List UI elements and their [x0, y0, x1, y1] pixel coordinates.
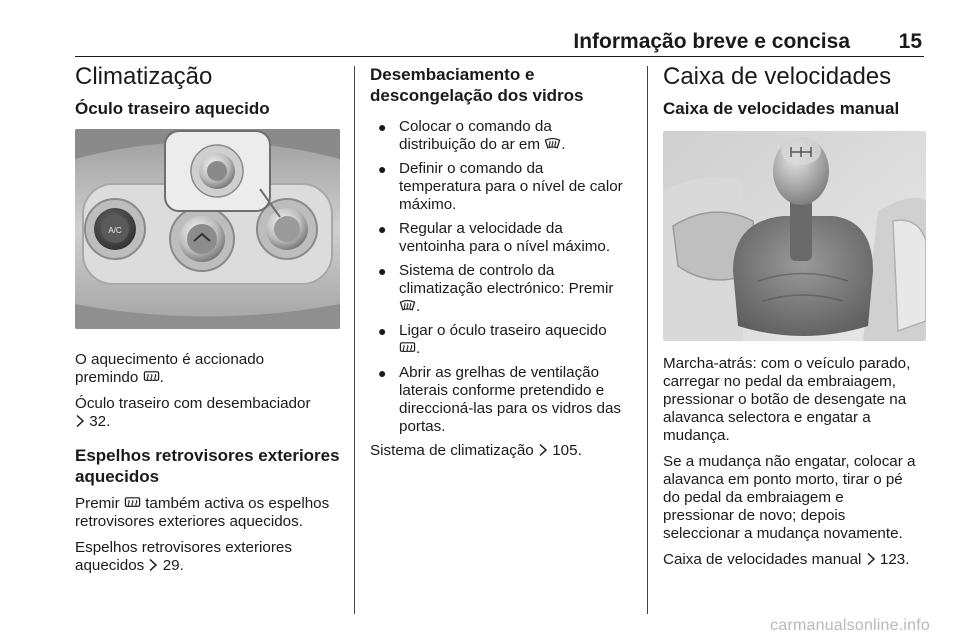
- list-item: ● Abrir as grelhas de ventilação laterais conforme pretendido e direccioná-las para os vidros das portas.: [378, 364, 622, 435]
- bullet-text: .: [416, 340, 421, 357]
- bullet-text: .: [561, 136, 566, 153]
- gear-lever-figure: [663, 131, 926, 341]
- heated-mirrors-ref[interactable]: 29.: [162, 557, 184, 574]
- defrost-steps-list: [370, 118, 638, 436]
- running-header-title: Informação breve e concisa: [573, 30, 850, 53]
- bullet-text: laterais conforme pretendido e: [399, 382, 605, 399]
- section-heading-heated-mirrors: Espelhos retrovisores exteriores aquecidos: [75, 446, 340, 486]
- cross-reference-arrow-icon: [538, 443, 548, 457]
- manual-transmission-ref-text: Caixa de velocidades manual: [663, 551, 862, 568]
- rear-defogger-text: Óculo traseiro com desembaciador: [75, 395, 311, 412]
- reverse-gear-line: pressionar o botão de desengate na: [663, 391, 907, 408]
- list-item: ● Sistema de controlo da climatização electrónico: Premir .: [378, 262, 614, 315]
- cross-reference-arrow-icon: [866, 552, 876, 566]
- gear-retry-line: do pedal da embraiagem e: [663, 489, 844, 506]
- climate-system-ref[interactable]: 105.: [552, 442, 582, 459]
- heated-mirrors-text-2: também activa os espelhos: [145, 495, 330, 512]
- bullet-text: portas.: [399, 418, 446, 435]
- rear-heating-text-1: O aquecimento é accionado: [75, 351, 265, 368]
- gear-retry-line: seleccionar a mudança novamente.: [663, 525, 903, 542]
- climate-system-ref-text: Sistema de climatização: [370, 442, 534, 459]
- bullet-text: direccioná-las para os vidros das: [399, 400, 622, 417]
- bullet-text: Definir o comando da: [399, 160, 544, 177]
- climate-controls-figure: [75, 129, 340, 329]
- ac-button-label: A/C: [108, 226, 122, 235]
- manual-transmission-ref[interactable]: 123.: [879, 551, 910, 568]
- list-item: ● Regular a velocidade da ventoinha para o nível máximo.: [378, 220, 611, 255]
- rear-window-heating-icon: [399, 341, 416, 355]
- bullet-text: climatização electrónico: Premir: [399, 280, 614, 297]
- bullet-text: Sistema de controlo da: [399, 262, 555, 279]
- gear-retry-line: pressionar de novo; depois: [663, 507, 846, 524]
- heated-mirrors-ref-text-2: aquecidos: [75, 557, 145, 574]
- list-item: ● Colocar o comando da distribuição do ar em .: [378, 118, 566, 153]
- bullet-text: ventoinha para o nível máximo.: [399, 238, 611, 255]
- cross-reference-arrow-icon: [148, 558, 158, 572]
- windscreen-defrost-icon: [544, 137, 561, 151]
- section-heading-climate: Climatização: [75, 63, 213, 90]
- rear-window-heating-icon: [143, 370, 160, 384]
- heated-mirrors-text-1: Premir: [75, 495, 120, 512]
- bullet-text: Abrir as grelhas de ventilação: [399, 364, 600, 381]
- list-item: ● Definir o comando da temperatura para o nível de calor máximo.: [378, 160, 623, 213]
- bullet-text: temperatura para o nível de calor: [399, 178, 623, 195]
- rear-heating-text-2: premindo: [75, 369, 139, 386]
- column-climate: [75, 62, 340, 575]
- column-divider-1: [354, 66, 355, 614]
- watermark: carmanualsonline.info: [770, 617, 930, 634]
- column-transmission: [663, 62, 927, 569]
- heated-mirrors-ref-text-1: Espelhos retrovisores exteriores: [75, 539, 292, 556]
- gear-retry-line: Se a mudança não engatar, colocar a: [663, 453, 916, 470]
- bullet-text: distribuição do ar em: [399, 136, 540, 153]
- reverse-gear-line: alavanca selectora e engatar a: [663, 409, 871, 426]
- section-heading-defrost: Desembaciamento e descongelação dos vidros: [370, 65, 584, 105]
- page-number: 15: [898, 30, 922, 53]
- subheading-manual-transmission: Caixa de velocidades manual: [663, 99, 900, 118]
- rear-window-heating-icon: [124, 496, 141, 510]
- bullet-text: Ligar o óculo traseiro aquecido: [399, 322, 607, 339]
- reverse-gear-line: mudança.: [663, 427, 730, 444]
- reverse-gear-line: Marcha-atrás: com o veículo parado,: [663, 355, 911, 372]
- cross-reference-arrow-icon: [75, 414, 85, 428]
- bullet-text: máximo.: [399, 196, 457, 213]
- bullet-text: Colocar o comando da: [399, 118, 552, 135]
- header-rule: [75, 56, 924, 57]
- bullet-text: Regular a velocidade da: [399, 220, 563, 237]
- section-heading-transmission: Caixa de velocidades: [663, 63, 892, 90]
- rear-heating-text-3: .: [159, 369, 164, 386]
- gear-retry-line: alavanca em ponto morto, tirar o pé: [663, 471, 903, 488]
- heated-mirrors-text-3: retrovisores exteriores aquecidos.: [75, 513, 303, 530]
- column-defrost: [370, 64, 638, 460]
- bullet-text: .: [416, 298, 421, 315]
- reverse-gear-line: carregar no pedal da embraiagem,: [663, 373, 897, 390]
- list-item: ● Ligar o óculo traseiro aquecido .: [378, 322, 607, 357]
- column-divider-2: [647, 66, 648, 614]
- rear-defogger-ref[interactable]: 32.: [89, 413, 111, 430]
- windscreen-defrost-icon: [399, 299, 416, 313]
- subheading-rear-window: Óculo traseiro aquecido: [75, 99, 270, 118]
